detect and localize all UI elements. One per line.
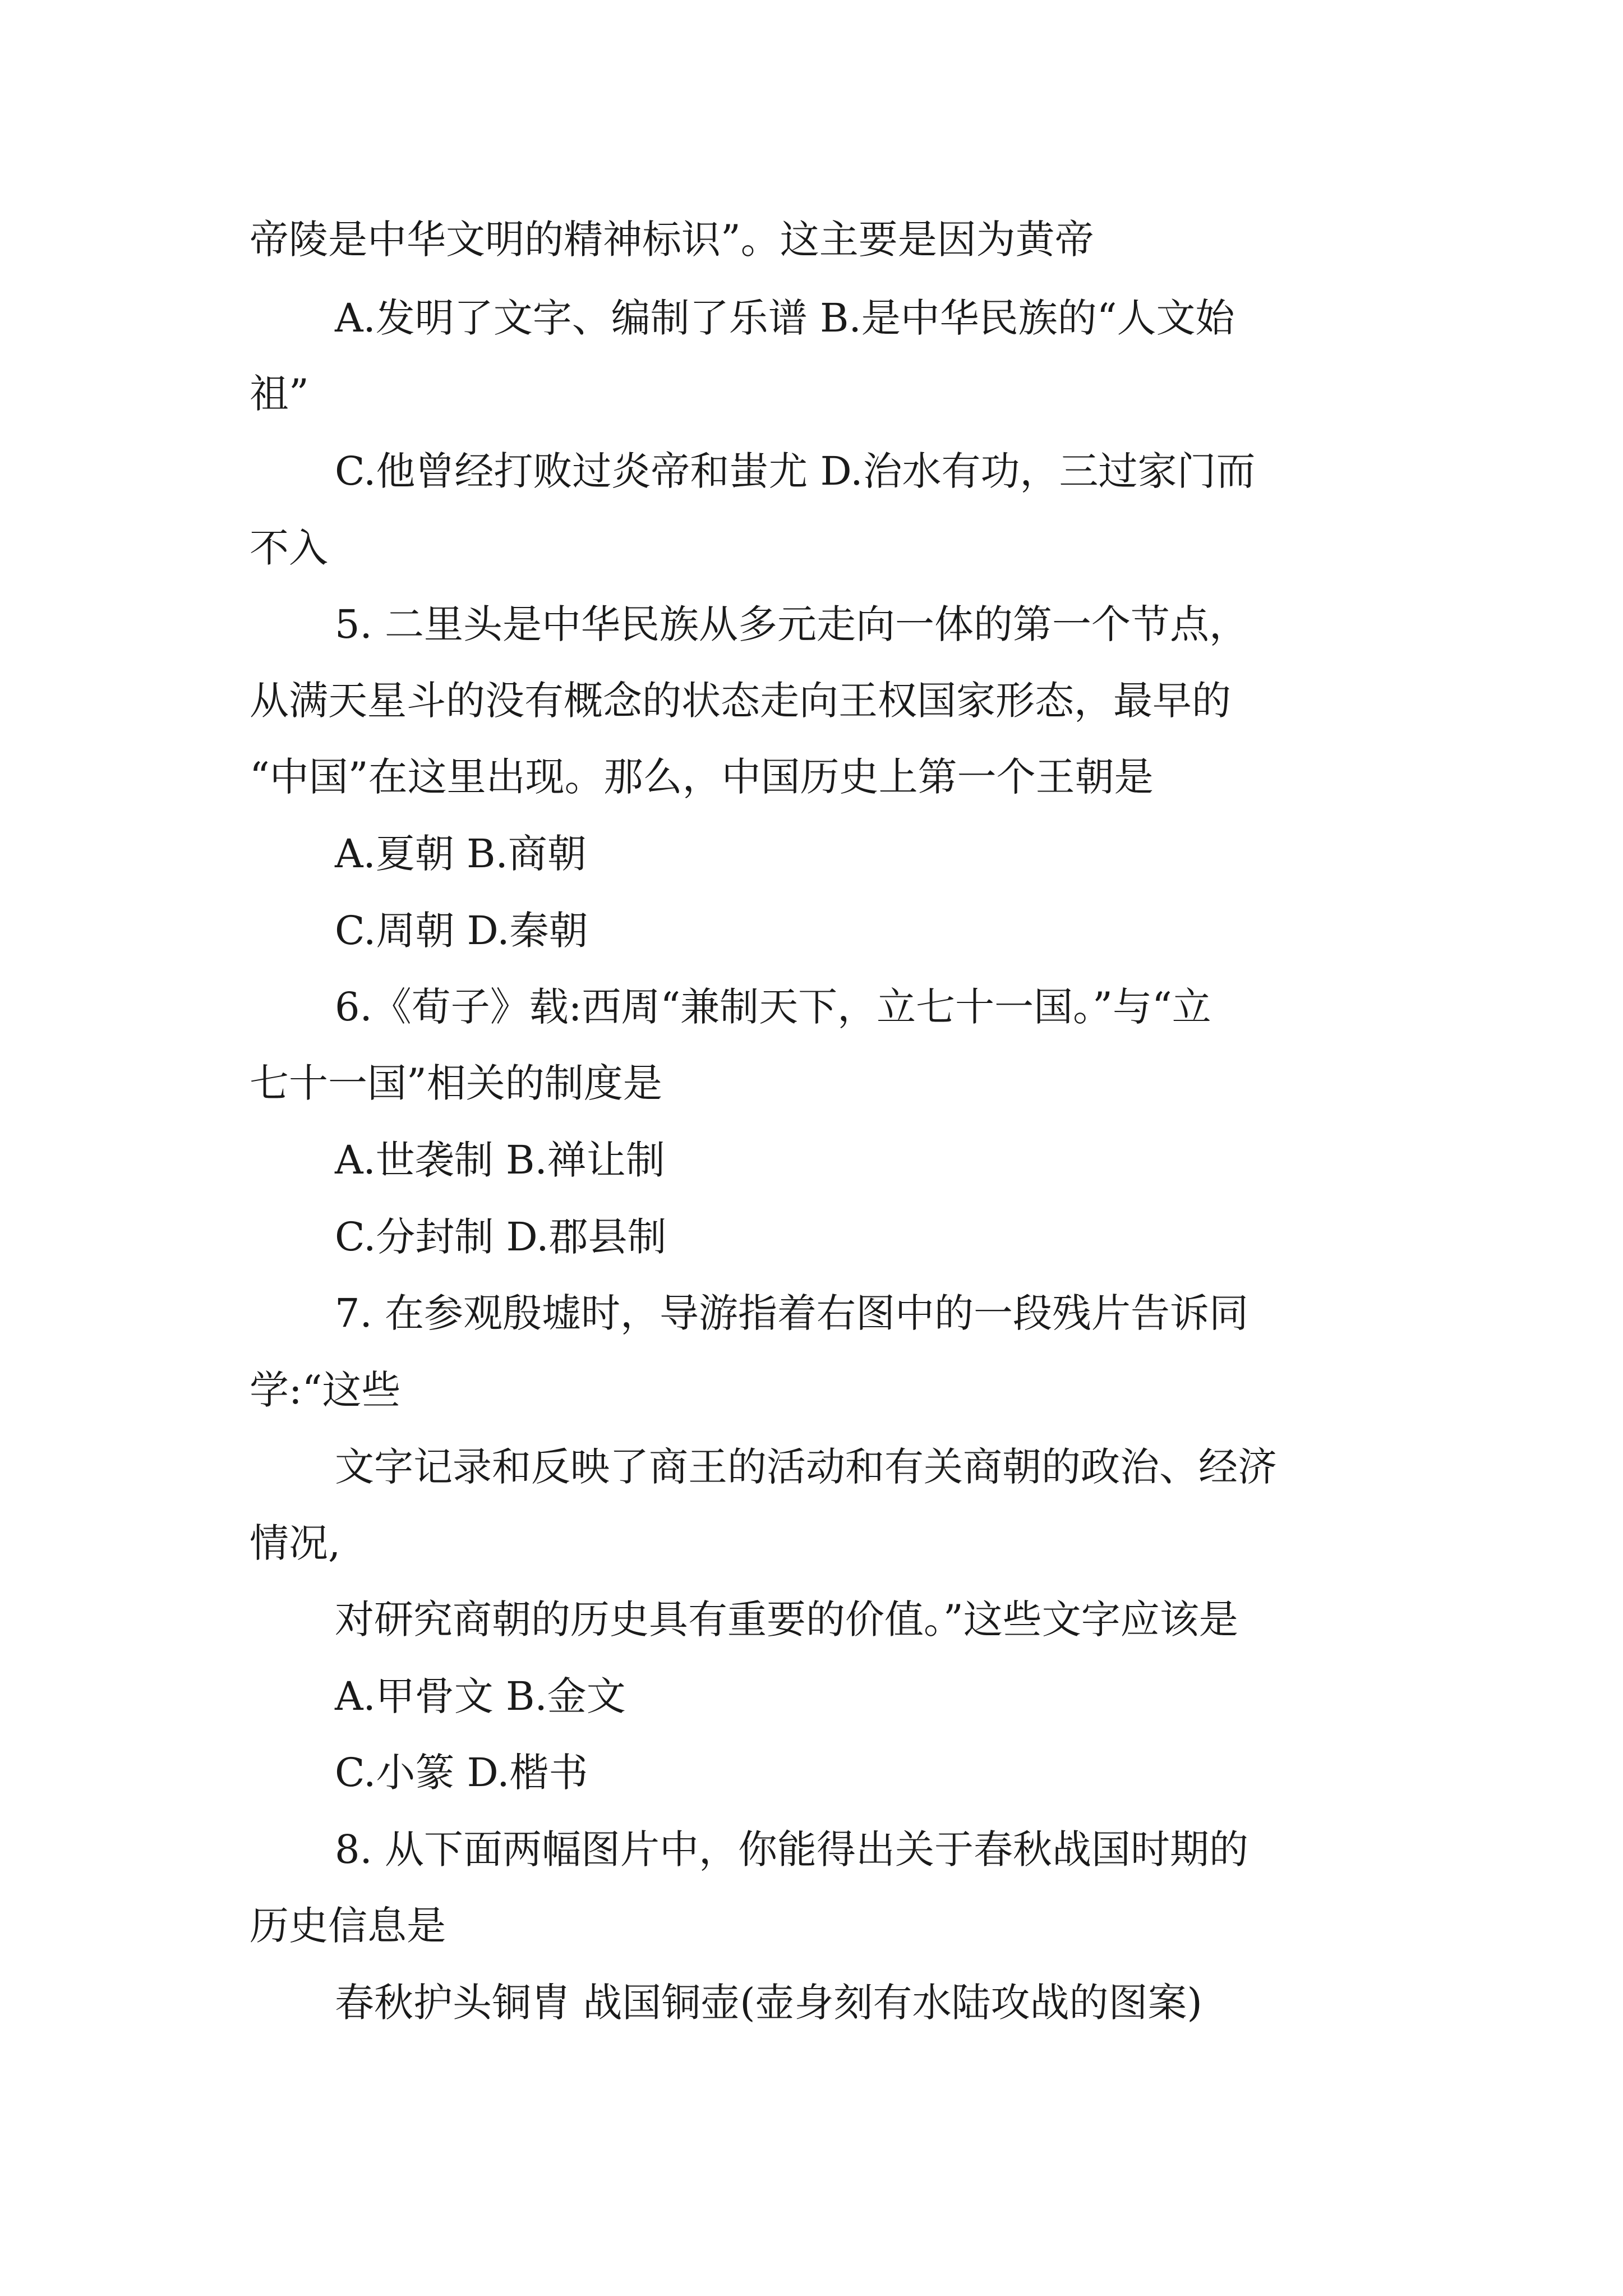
question-8-line-2: 历史信息是 — [250, 1903, 446, 1949]
option-line-q5-ab: A.夏朝 B.商朝 — [335, 831, 587, 877]
question-7-line-1: 7. 在参观殷墟时，导游指着右图中的一段残片告诉同 — [335, 1290, 1249, 1336]
option-line-q4-cd-cont: 不入 — [250, 525, 328, 571]
option-line-q4-cd: C.他曾经打败过炎帝和蚩尤 D.治水有功，三过家门而 — [335, 448, 1256, 494]
option-line-q4-ab-cont: 祖” — [250, 371, 309, 417]
question-5-line-3: “中国”在这里出现。那么，中国历史上第一个王朝是 — [250, 754, 1154, 800]
question-6-line-2: 七十一国”相关的制度是 — [250, 1060, 662, 1106]
option-line-q5-cd: C.周朝 D.秦朝 — [335, 908, 588, 954]
question-5-line-2: 从满天星斗的没有概念的状态走向王权国家形态，最早的 — [250, 678, 1231, 724]
question-5-line-1: 5. 二里头是中华民族从多元走向一体的第一个节点， — [335, 601, 1249, 647]
option-line-q6-ab: A.世袭制 B.禅让制 — [335, 1137, 665, 1183]
question-7-line-5: 对研究商朝的历史具有重要的价值。”这些文字应该是 — [335, 1596, 1238, 1642]
question-7-line-4: 情况, — [250, 1520, 341, 1566]
option-line-q7-ab: A.甲骨文 B.金文 — [335, 1673, 626, 1719]
question-7-line-3: 文字记录和反映了商王的活动和有关商朝的政治、经济 — [335, 1444, 1277, 1490]
option-line-q4-ab: A.发明了文字、编制了乐谱 B.是中华民族的“人文始 — [335, 295, 1235, 341]
text-line-1: 帝陵是中华文明的精神标识”。这主要是因为黄帝 — [250, 217, 1094, 263]
question-6-line-1: 6.《荀子》载:西周“兼制天下，立七十一国。”与“立 — [335, 984, 1211, 1030]
image-captions-line: 春秋护头铜胄 战国铜壶(壶身刻有水陆攻战的图案) — [335, 1980, 1202, 2026]
option-line-q6-cd: C.分封制 D.郡县制 — [335, 1214, 667, 1260]
option-line-q7-cd: C.小篆 D.楷书 — [335, 1750, 588, 1796]
question-7-line-2: 学:“这些 — [250, 1367, 401, 1413]
question-8-line-1: 8. 从下面两幅图片中，你能得出关于春秋战国时期的 — [335, 1826, 1249, 1872]
